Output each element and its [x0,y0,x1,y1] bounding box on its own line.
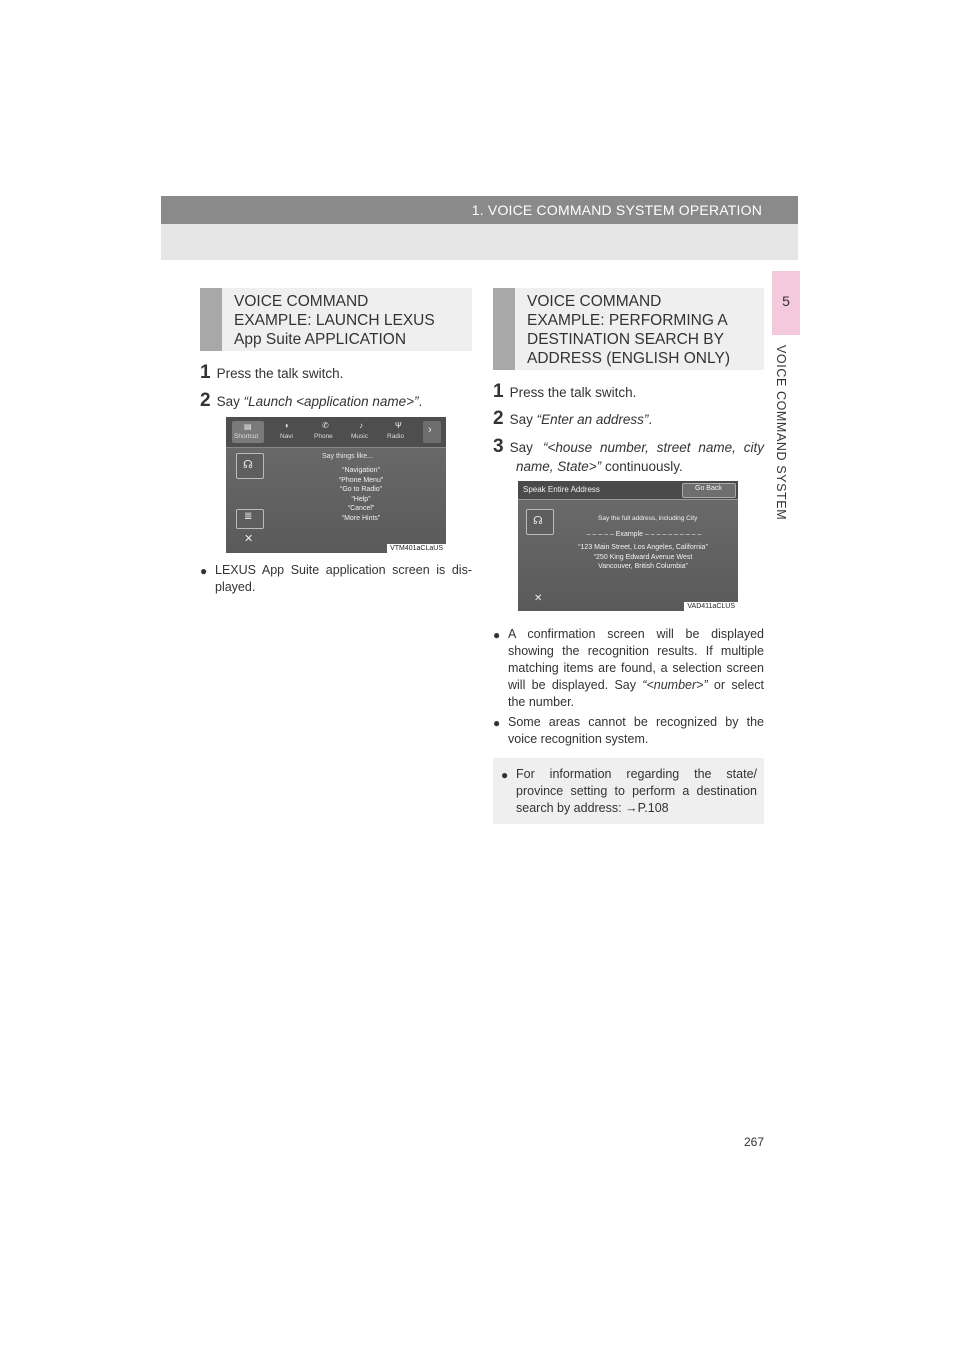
step-period: . [418,394,423,409]
step-number: 3 [493,436,504,457]
right-step-1 [493,381,636,403]
voice-button[interactable] [526,509,554,535]
command-list [306,466,416,523]
heading-text [234,292,435,349]
next-page-button[interactable] [423,421,441,443]
step-number: 2 [200,390,211,411]
step3-body [516,438,764,476]
chapter-side-label [770,345,800,865]
heading-line: ADDRESS (ENGLISH ONLY) [527,350,730,367]
voice-icon: ☊ [533,515,543,527]
voice-prompt: Say things like... [322,453,373,460]
heading-line: VOICE COMMAND [234,293,369,310]
tab-label: Navi [280,433,294,440]
command-item[interactable]: “More Hints” [341,514,381,522]
voice-icon: ☊ [243,459,253,471]
left-bullet-1 [200,562,472,596]
heading-line: DESTINATION SEARCH BY [527,331,724,348]
heading-text [527,292,730,368]
chevron-right-icon: › [428,424,432,436]
step-say: Say [216,394,240,409]
step-quote: “<house number, street name, city name, State>” [516,440,764,474]
chapter-number: 5 [782,293,790,309]
voice-button[interactable] [236,453,264,479]
heading-stripe [493,288,515,370]
header-title-bar [161,196,798,224]
step-quote: “Enter an address” [536,412,649,427]
tab-radio[interactable] [384,421,412,443]
example-label: – – – – – Example – – – – – – – – – – [586,531,702,538]
go-back-label: Go Back [695,485,722,492]
tab-shortcut[interactable] [232,421,264,443]
right-bullet-2 [493,714,764,748]
tab-label: Music [351,433,368,440]
heading-line: EXAMPLE: PERFORMING A [527,312,728,329]
left-step-2 [200,390,422,412]
screen-title: Speak Entire Address [523,485,600,494]
close-button[interactable] [526,593,552,607]
page-number: 267 [744,1135,765,1149]
bullet-body: A confirmation screen will be displayed showing the recognition results. If multiple matching items are found, a selection screen will be displayed. Say [508,627,764,692]
address-examples [558,543,728,572]
tab-label: Radio [387,433,404,440]
command-item[interactable]: “Help” [351,495,371,503]
step-say: Say [509,412,533,427]
bullet-text [508,626,764,711]
step-tail: continuously. [604,459,683,474]
right-bullet-1 [493,626,764,711]
hints-button[interactable] [236,509,264,529]
bullet-icon: ● [200,564,208,578]
bullet-icon: ● [493,628,501,642]
example-line: “250 King Edward Avenue West [593,553,693,561]
close-button[interactable] [236,531,262,549]
chapter-title: VOICE COMMAND SYSTEM [774,345,788,521]
heading-line: EXAMPLE: LAUNCH LEXUS [234,312,435,329]
screenshot-caption: VAD411aCLUS [684,602,738,611]
screenshot-caption: VTM401aCLaUS [387,544,446,553]
step-say: Say [509,440,533,455]
tab-phone[interactable] [312,421,340,443]
step-number: 1 [493,381,504,402]
info-note-box [493,758,764,824]
speak-address-screenshot [518,481,738,611]
left-step-1 [200,362,343,384]
chapter-tab[interactable] [772,271,800,335]
go-back-button[interactable] [682,483,736,498]
tab-music[interactable] [348,421,376,443]
step-text: Press the talk switch. [216,366,344,381]
example-line: Vancouver, British Columbia” [598,563,688,570]
step-period: . [648,412,653,427]
list-icon: ≣ [244,511,253,522]
command-item[interactable]: “Go to Radio” [339,486,383,493]
right-step-3 [493,436,764,476]
bullet-text: Some areas cannot be recognized by the voice recognition system. [508,715,764,746]
command-item[interactable]: “Phone Menu” [338,476,384,484]
music-note-icon: ♪ [359,421,363,430]
step-number: 1 [200,362,211,383]
note-bullet [501,766,757,817]
step-quote: “Launch <application name>” [243,394,419,409]
compass-icon: ◐ [285,421,290,430]
step-number: 2 [493,408,504,429]
bullet-icon: ● [493,716,501,730]
tab-label: Shortcut [234,433,259,440]
address-instruction: Say the full address, including City [598,515,698,522]
left-section-heading [200,288,472,351]
phone-icon: ✆ [322,421,329,430]
tab-navi[interactable] [276,421,302,443]
shortcut-icon: ▤ [244,422,252,431]
close-icon: ✕ [244,533,254,545]
bullet-text: LEXUS App Suite application screen is dis- played. [215,563,472,594]
close-icon: ✕ [534,593,543,604]
heading-stripe [200,288,222,351]
note-text[interactable]: For information regarding the state/ province setting to perform a destination search by address: →P.108 [516,767,757,815]
app-suite-screenshot [226,417,446,553]
command-item[interactable]: “Cancel” [347,505,375,512]
command-item[interactable]: “Navigation” [342,467,380,474]
heading-line: VOICE COMMAND [527,293,662,310]
heading-line: App Suite APPLICATION [234,331,407,348]
antenna-icon: Ψ [395,421,402,430]
right-step-2 [493,408,652,430]
section-title: 1. VOICE COMMAND SYSTEM OPERATION [471,202,762,218]
bullet-tail: or select the number. [508,678,764,709]
right-section-heading [493,288,764,370]
bullet-quote: “<number>” [642,678,708,692]
step-text: Press the talk switch. [509,385,637,400]
bullet-icon: ● [501,768,509,782]
tab-label: Phone [314,433,333,440]
example-line: “123 Main Street, Los Angeles, California” [578,544,708,551]
